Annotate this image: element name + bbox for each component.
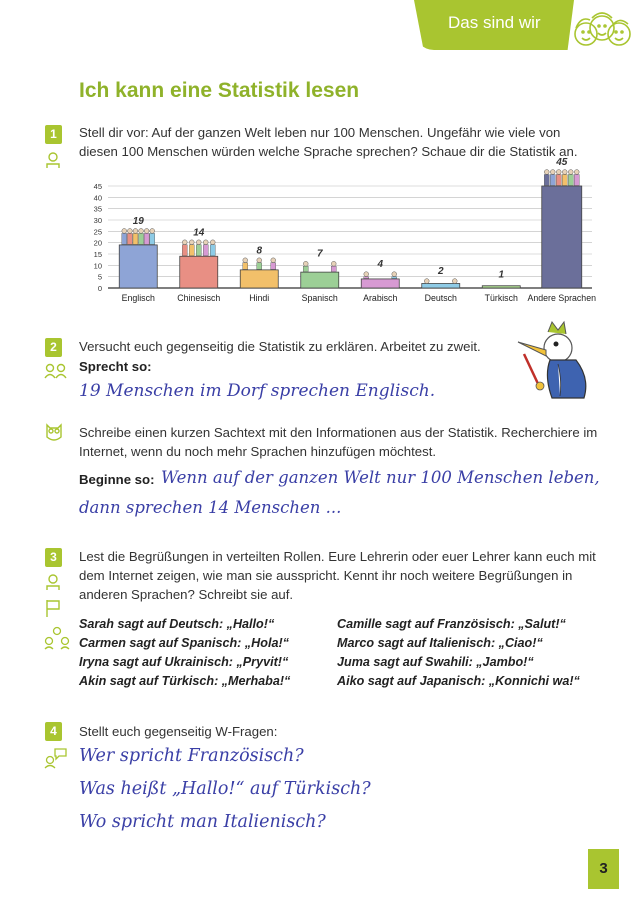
person-figure	[331, 261, 336, 266]
task2-text: Versucht euch gegenseitig die Statistik zu erklären. Arbeitet zu zweit.	[79, 339, 481, 354]
page-title: Ich kann eine Statistik lesen	[79, 79, 360, 102]
person-figure	[139, 233, 144, 244]
owl-task-start-line2: dann sprechen 14 Menschen ...	[79, 498, 342, 517]
owl-task-text-line2: Internet, wenn du noch mehr Sprachen hinzufügen möchtest.	[79, 444, 437, 459]
task4-text: Stellt euch gegenseitig W-Fragen:	[79, 724, 278, 739]
person-figure	[210, 245, 215, 256]
person-figure	[452, 279, 457, 284]
y-tick-label: 5	[97, 272, 102, 282]
y-tick-label: 25	[93, 227, 102, 237]
person-figure	[203, 245, 208, 256]
person-figure	[127, 229, 132, 234]
person-figure	[562, 175, 567, 186]
task3-text-line3: anderen Sprachen? Schreibt sie auf.	[79, 587, 294, 602]
task-number-2: 2	[45, 338, 62, 357]
task3-text-line2: dem Internet zeigen, wie man sie ausspricht. Kennt ihr noch weitere Begrüßungen in	[79, 568, 573, 583]
x-category-label: Hindi	[249, 293, 270, 303]
person-figure	[150, 233, 155, 244]
chart-bar	[301, 272, 339, 288]
speech-bubble-icon	[44, 746, 68, 768]
children-faces-icon	[570, 4, 634, 60]
person-figure	[243, 263, 248, 270]
x-category-label: Arabisch	[363, 293, 398, 303]
chart-bar	[542, 186, 582, 288]
question-line: Wer spricht Französisch?	[79, 746, 304, 766]
greeting-right: Aiko sagt auf Japanisch: „Konnichi wa!“	[337, 674, 580, 688]
chart-bar	[422, 283, 460, 288]
bar-value-label: 19	[132, 215, 144, 227]
x-category-label: Andere Sprachen	[527, 293, 596, 303]
chart-bar	[119, 245, 157, 288]
single-person-icon	[44, 151, 62, 169]
person-figure	[364, 272, 369, 277]
y-tick-label: 40	[93, 193, 102, 203]
y-tick-label: 0	[97, 284, 102, 293]
bird-mascot-icon	[514, 320, 594, 402]
chart-bar	[482, 286, 520, 288]
person-figure	[144, 233, 149, 244]
person-figure	[331, 266, 336, 271]
owl-task-prompt: Beginne so:	[79, 472, 155, 487]
greeting-right: Marco sagt auf Italienisch: „Ciao!“	[337, 636, 543, 650]
x-category-label: Türkisch	[484, 293, 518, 303]
greeting-right: Juma sagt auf Swahili: „Jambo!“	[337, 655, 534, 669]
person-figure	[364, 277, 369, 279]
chart-bar	[180, 256, 218, 288]
person-figure	[133, 229, 138, 234]
y-tick-label: 45	[93, 182, 102, 191]
group-work-icon	[44, 626, 70, 650]
page-number: 3	[588, 849, 619, 889]
bar-value-label: 2	[437, 266, 444, 278]
person-figure	[139, 229, 144, 234]
person-figure	[303, 266, 308, 271]
person-figure	[562, 170, 567, 175]
task-number-1: 1	[45, 125, 62, 144]
bar-value-label: 45	[556, 157, 568, 168]
bar-value-label: 7	[316, 248, 323, 260]
greeting-left: Akin sagt auf Türkisch: „Merhaba!“	[79, 674, 291, 688]
x-category-label: Englisch	[121, 293, 155, 303]
greeting-right: Camille sagt auf Französisch: „Salut!“	[337, 617, 566, 631]
person-figure	[392, 277, 397, 279]
pair-work-icon	[44, 363, 68, 379]
y-tick-label: 35	[93, 204, 102, 214]
bar-value-label: 8	[256, 245, 263, 257]
x-category-label: Spanisch	[301, 293, 338, 303]
y-tick-label: 20	[93, 238, 102, 248]
task3-text-line1: Lest die Begrüßungen in verteilten Rollen. Eure Lehrerin oder euer Lehrer kann euch mit	[79, 549, 596, 564]
task2-prompt: Sprecht so:	[79, 359, 152, 374]
person-figure	[122, 229, 127, 234]
person-figure	[203, 240, 208, 245]
greeting-left: Iryna sagt auf Ukrainisch: „Pryvit!“	[79, 655, 289, 669]
single-person-icon	[44, 573, 62, 591]
person-figure	[150, 229, 155, 234]
person-figure	[122, 233, 127, 244]
person-figure	[568, 175, 573, 186]
person-figure	[182, 245, 187, 256]
language-chart	[84, 157, 604, 305]
person-figure	[257, 263, 262, 270]
chart-bar	[361, 279, 399, 288]
greeting-left: Carmen sagt auf Spanisch: „Hola!“	[79, 636, 289, 650]
owl-task-text-line1: Schreibe einen kurzen Sachtext mit den Informationen aus der Statistik. Recherchiere im	[79, 425, 598, 440]
person-figure	[550, 170, 555, 175]
x-category-label: Chinesisch	[177, 293, 221, 303]
flag-icon	[44, 598, 62, 618]
greeting-left: Sarah sagt auf Deutsch: „Hallo!“	[79, 617, 275, 631]
owl-task-start-line1: Wenn auf der ganzen Welt nur 100 Menschen leben,	[161, 468, 600, 487]
task-number-3: 3	[45, 548, 62, 567]
person-figure	[127, 233, 132, 244]
task-number-4: 4	[45, 722, 62, 741]
person-figure	[257, 258, 262, 263]
person-figure	[196, 245, 201, 256]
person-figure	[544, 175, 549, 186]
owl-icon	[44, 422, 64, 442]
person-figure	[574, 175, 579, 186]
bar-value-label: 1	[498, 269, 505, 281]
person-figure	[550, 175, 555, 186]
y-tick-label: 30	[93, 216, 102, 225]
bar-value-label: 4	[377, 259, 384, 271]
question-line: Was heißt „Hallo!“ auf Türkisch?	[79, 779, 371, 799]
person-figure	[182, 240, 187, 245]
chart-bar	[240, 270, 278, 288]
person-figure	[196, 240, 201, 245]
bar-value-label: 14	[193, 227, 205, 239]
person-figure	[210, 240, 215, 245]
person-figure	[189, 245, 194, 256]
person-figure	[556, 170, 561, 175]
person-figure	[392, 272, 397, 277]
person-figure	[271, 258, 276, 263]
person-figure	[556, 175, 561, 186]
person-figure	[189, 240, 194, 245]
person-figure	[144, 229, 149, 234]
person-figure	[544, 170, 549, 175]
person-figure	[568, 170, 573, 175]
x-category-label: Deutsch	[424, 293, 457, 303]
person-figure	[271, 263, 276, 270]
task1-text-line2: diesen 100 Menschen würden welche Sprache sprechen? Schaue dir die Statistik an.	[79, 144, 578, 159]
task1-text-line1: Stell dir vor: Auf der ganzen Welt leben nur 100 Menschen. Ungefähr wie viele von	[79, 125, 561, 140]
y-tick-label: 15	[93, 250, 102, 259]
person-figure	[243, 258, 248, 263]
person-figure	[303, 261, 308, 266]
y-tick-label: 10	[93, 261, 102, 271]
task2-example: 19 Menschen im Dorf sprechen Englisch.	[79, 381, 436, 401]
person-figure	[133, 233, 138, 244]
question-line: Wo spricht man Italienisch?	[79, 812, 326, 832]
person-figure	[424, 279, 429, 284]
person-figure	[574, 170, 579, 175]
section-tab-label: Das sind wir	[448, 13, 541, 32]
